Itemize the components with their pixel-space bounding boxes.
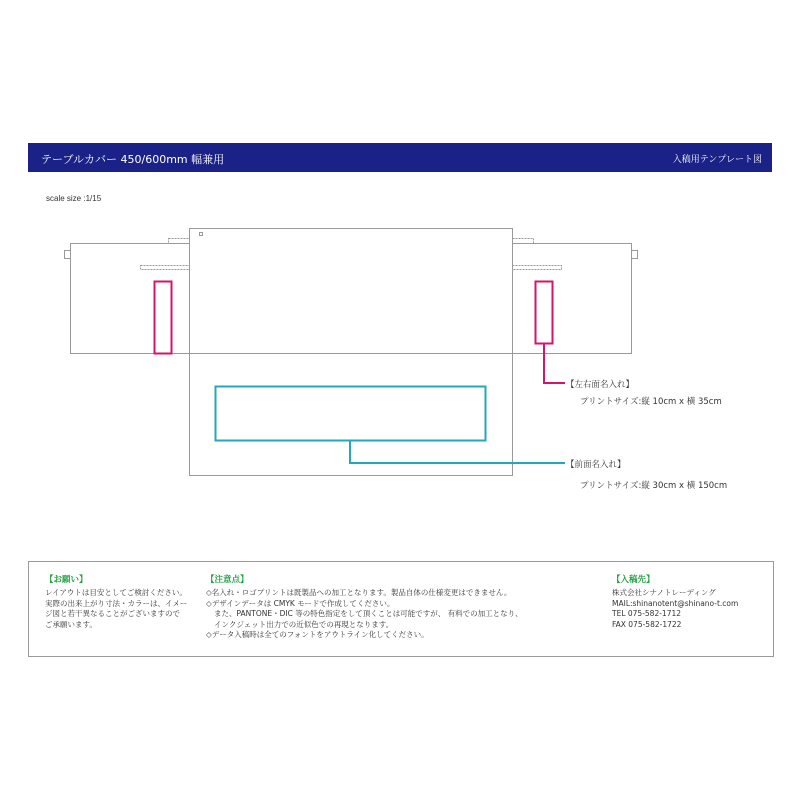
- left-side-print-area: [155, 282, 172, 354]
- scale-label: scale size :1/15: [46, 194, 102, 203]
- request-line: ジ図と若干異なることがございますので: [45, 609, 180, 618]
- fold-marker-left-top: [169, 239, 190, 244]
- request-heading: 【お願い】: [45, 575, 88, 585]
- contact-mail: MAIL:shinanotent@shinano-t.com: [612, 598, 739, 608]
- contact-notes: [612, 573, 738, 630]
- side-callout-title: 【左右面名入れ】: [566, 380, 635, 390]
- top-panel: [190, 229, 513, 354]
- caution-line: ◇デザインデータは CMYK モードで作成してください。: [206, 598, 395, 608]
- page-title: テーブルカバー 450/600mm 幅兼用: [41, 153, 225, 166]
- caution-heading: 【注意点】: [206, 575, 249, 585]
- caution-line: インクジェット出力での近似色での再現となります。: [214, 619, 394, 629]
- left-tab: [65, 251, 71, 259]
- side-callout-leader: [544, 343, 565, 383]
- fold-marker-right-mid: [513, 266, 562, 270]
- request-line: ご承願います。: [45, 619, 97, 629]
- page-subtitle: 入稿用テンプレート図: [672, 155, 762, 165]
- contact-tel: TEL 075-582-1712: [612, 609, 682, 618]
- side-callout-size: プリントサイズ:縦 10cm x 横 35cm: [580, 397, 722, 407]
- request-line: レイアウトは目安としてご検討ください。: [45, 588, 187, 597]
- notes-box: [28, 561, 774, 657]
- request-line: 実際の出来上がり寸法・カラーは、イメー: [45, 598, 188, 608]
- front-callout-size: プリントサイズ:縦 30cm x 横 150cm: [580, 481, 728, 491]
- right-side-print-area: [536, 282, 553, 344]
- contact-fax: FAX 075-582-1722: [612, 619, 682, 629]
- right-tab: [632, 251, 638, 259]
- fold-marker-left-mid: [141, 266, 190, 270]
- contact-company: 株式会社シナノトレーディング: [612, 588, 716, 597]
- front-callout-leader: [350, 440, 565, 463]
- caution-line: また、PANTONE・DIC 等の特色指定をして頂くことは可能ですが、 有料での加工となり、: [214, 609, 523, 618]
- caution-line: ◇名入れ・ロゴプリントは既製品への加工となります。製品自体の仕様変更はできません。: [206, 588, 512, 597]
- front-callout-title: 【前面名入れ】: [566, 460, 626, 470]
- right-side-panel: [513, 244, 632, 354]
- fold-marker-right-top: [513, 239, 534, 244]
- caution-line: ◇データ入稿時は全てのフォントをアウトライン化してください。: [206, 630, 429, 639]
- contact-heading: 【入稿先】: [612, 575, 655, 585]
- request-notes: [45, 573, 187, 630]
- front-print-area: [216, 387, 486, 441]
- corner-mark: [200, 233, 203, 236]
- caution-notes: [206, 573, 523, 641]
